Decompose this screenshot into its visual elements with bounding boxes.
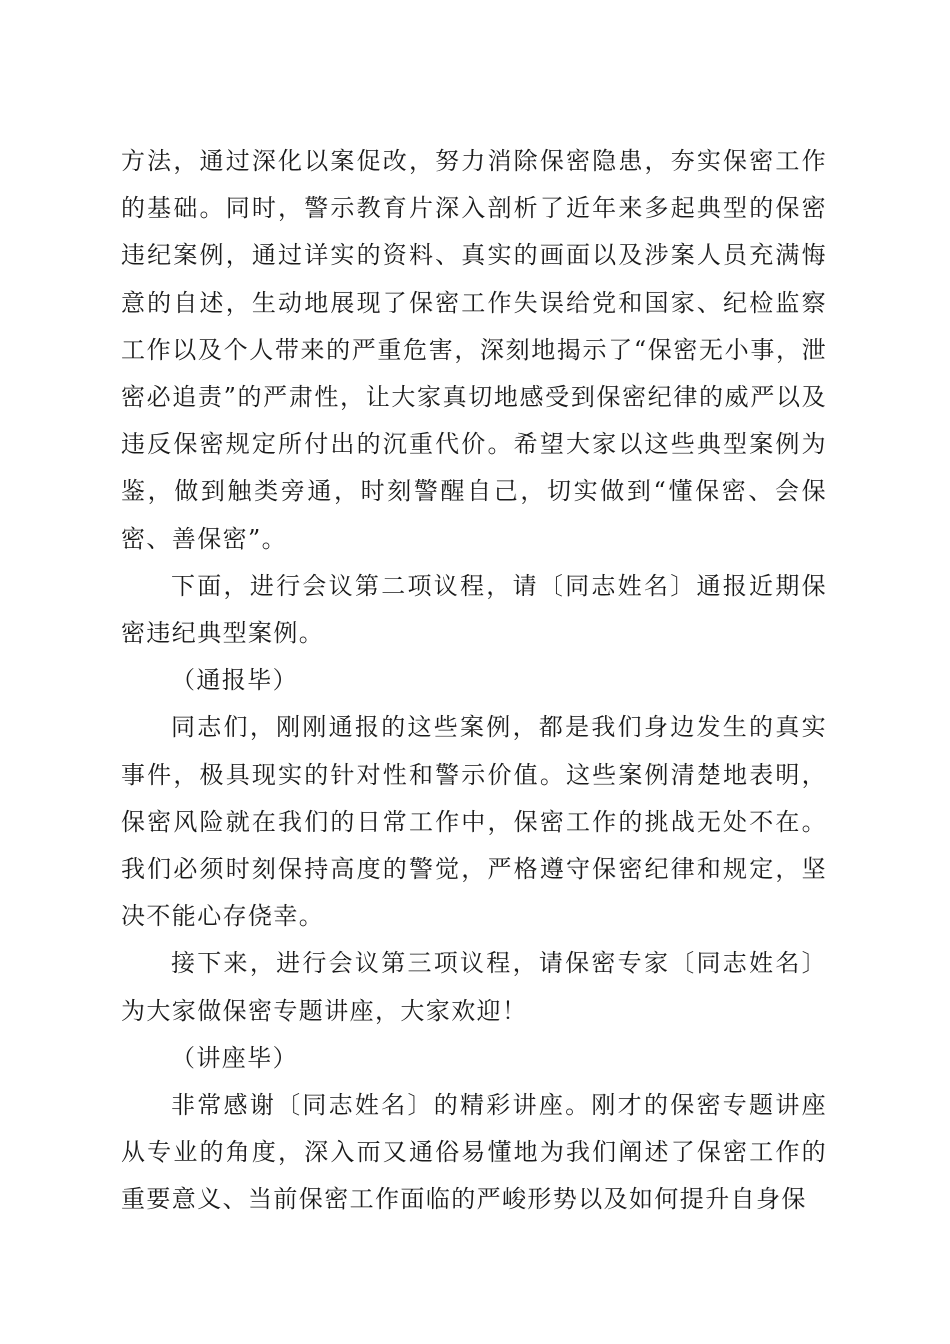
paragraph-agenda-item-two: 下面，进行会议第二项议程，请〔同志姓名〕通报近期保密违纪典型案例。 [121,571,827,648]
paragraph-agenda-item-three: 接下来，进行会议第三项议程，请保密专家〔同志姓名〕为大家做保密专题讲座，大家欢迎！ [121,949,827,1025]
paragraph-lecture-thanks: 非常感谢〔同志姓名〕的精彩讲座。刚才的保密专题讲座从专业的角度，深入而又通俗易懂地为我们阐述了保密工作的重要意义、当前保密工作面临的严峻形势以及如何提升自身保 [121,1091,827,1214]
stage-note-report-finished: （通报毕） [171,666,298,695]
paragraph-continued: 方法，通过深化以案促改，努力消除保密隐患，夯实保密工作的基础。同时，警示教育片深入剖析了近年来多起典型的保密违纪案例，通过详实的资料、真实的画面以及涉案人员充满悔意的自述，生动地展现了保密工作失误给党和国家、纪检监察工作以及个人带来的严重危害，深刻地揭示了“保密无小事，泄密必追责”的严肃性，让大家真切地感受到保密纪律的威严以及违反保密规定所付出的沉重代价。希望大家以这些典型案例为鉴，做到触类旁通，时刻警醒自己，切实做到“懂保密、会保密、善保密”。 [121,147,827,553]
document-body [121,138,827,1224]
stage-note-lecture-finished: （讲座毕） [171,1043,298,1072]
paragraph-case-commentary: 同志们，刚刚通报的这些案例，都是我们身边发生的真实事件，极具现实的针对性和警示价值。这些案例清楚地表明，保密风险就在我们的日常工作中，保密工作的挑战无处不在。我们必须时刻保持高度的警觉，严格遵守保密纪律和规定，坚决不能心存侥幸。 [121,713,827,931]
